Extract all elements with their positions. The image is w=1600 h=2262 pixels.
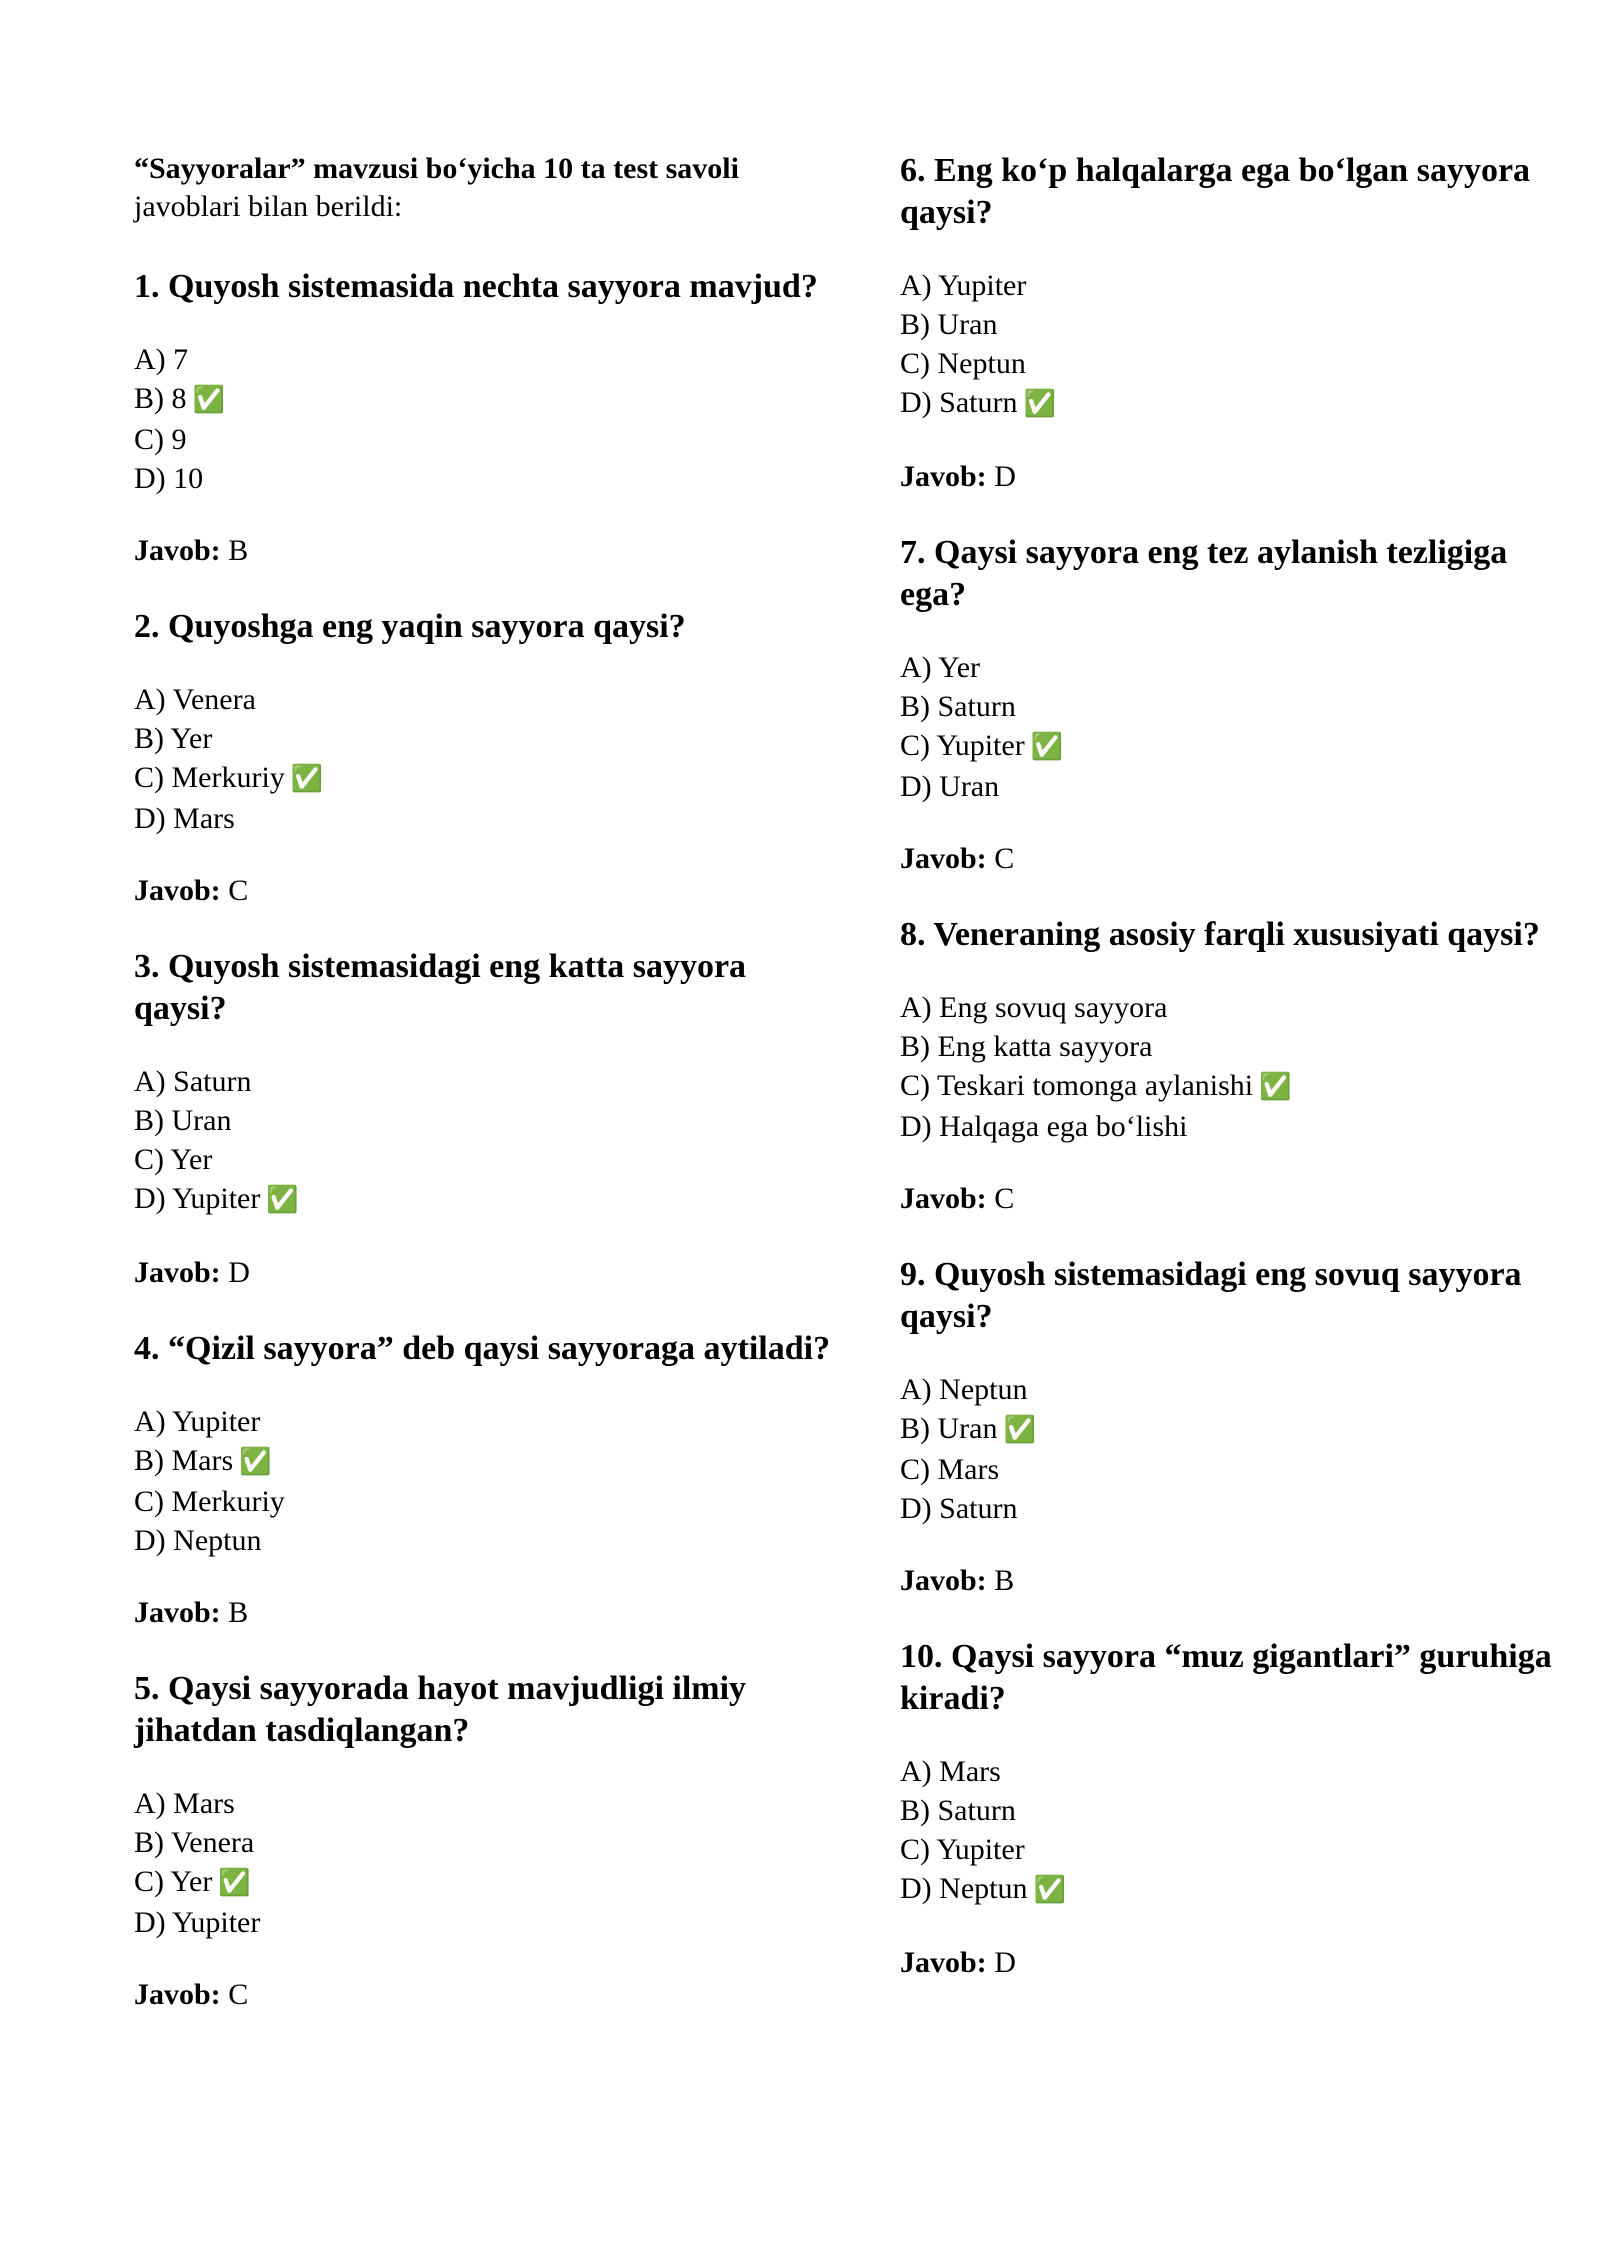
option-text: D) 10 [134,462,204,495]
question-title: 3. Quyosh sistemasidagi eng katta sayyora qaysi? [134,948,747,1027]
answer-line [900,1944,1570,1982]
answer-line [134,1976,834,2014]
question-block-9 [900,1254,1570,1600]
option-text: A) Eng sovuq sayyora [900,991,1168,1024]
question-title: 1. Quyosh sistemasida nechta sayyora mavjud? [134,268,818,305]
option-item [134,379,834,420]
question-title: 9. Quyosh sistemasidagi eng sovuq sayyora qaysi? [900,1256,1522,1335]
option-item [134,1062,834,1101]
question-block-4 [134,1328,834,1632]
option-item [900,1830,1570,1869]
option-item [900,988,1570,1027]
option-text: B) Eng katta sayyora [900,1030,1153,1063]
option-item [134,799,834,838]
check-mark-icon: ✅ [218,1868,251,1898]
option-text: B) Uran [900,308,998,341]
answer-line [900,1562,1570,1600]
answer-value: C [994,1182,1015,1215]
answer-value: D [994,1946,1016,1979]
answer-value: B [994,1564,1015,1597]
answer-label: Javob: [900,1564,987,1597]
answer-line [900,1180,1570,1218]
option-item [134,719,834,758]
question-title: 4. “Qizil sayyora” deb qaysi sayyoraga aytiladi? [134,1330,831,1367]
answer-value: B [228,1596,249,1629]
answer-value: B [228,534,249,567]
option-text: B) Venera [134,1826,255,1859]
option-item [900,767,1570,806]
intro-text [134,150,834,226]
option-text: B) Yer [134,722,213,755]
options-list [900,988,1570,1146]
question-title: 10. Qaysi sayyora “muz gigantlari” guruhiga kiradi? [900,1638,1552,1717]
answer-value: C [228,1978,249,2011]
answer-value: C [228,874,249,907]
option-text: C) Yer [134,1865,213,1898]
option-item [134,1784,834,1823]
options-list [900,266,1570,424]
options-list [134,1062,834,1220]
question-block-3 [134,946,834,1292]
question-block-8 [900,914,1570,1218]
option-item [134,1101,834,1140]
option-item [134,1441,834,1482]
question-title: 6. Eng ko‘p halqalarga ega bo‘lgan sayyora qaysi? [900,152,1531,231]
option-text: D) Saturn [900,1492,1018,1525]
answer-label: Javob: [900,1182,987,1215]
option-item [134,1482,834,1521]
option-item [134,1862,834,1903]
question-block-1 [134,266,834,570]
option-item [134,1140,834,1179]
check-mark-icon: ✅ [192,385,225,415]
option-text: B) Saturn [900,1794,1016,1827]
option-item [900,648,1570,687]
answer-line [134,532,834,570]
option-item [900,305,1570,344]
option-item [900,266,1570,305]
option-text: A) Yupiter [900,269,1027,302]
option-text: D) Yupiter [134,1182,261,1215]
option-item [900,726,1570,767]
check-mark-icon: ✅ [1003,1415,1036,1445]
option-item [900,1066,1570,1107]
question-title: 8. Veneraning asosiy farqli xususiyati qaysi? [900,916,1540,953]
options-list [900,1752,1570,1910]
option-text: A) 7 [134,343,189,376]
check-mark-icon: ✅ [290,764,324,794]
option-text: B) 8 [134,382,187,415]
option-item [900,1107,1570,1146]
questions-right [900,150,1570,1982]
options-list [900,1370,1570,1528]
option-text: B) Uran [900,1412,998,1445]
option-text: D) Mars [134,802,235,835]
option-text: B) Saturn [900,690,1016,723]
questions-left [134,266,834,2014]
answer-label: Javob: [134,874,221,907]
answer-line [900,458,1570,496]
question-block-7 [900,532,1570,878]
option-text: A) Mars [134,1787,235,1820]
option-item [134,1179,834,1220]
option-item [134,1823,834,1862]
option-item [900,344,1570,383]
option-text: C) Yer [134,1143,213,1176]
option-text: D) Yupiter [134,1906,261,1939]
option-text: D) Neptun [134,1524,262,1557]
right-column [900,150,1570,2018]
answer-line [134,872,834,910]
option-text: C) 9 [134,423,187,456]
options-list [134,340,834,498]
question-title: 5. Qaysi sayyorada hayot mavjudligi ilmiy jihatdan tasdiqlangan? [134,1670,747,1749]
question-title: 7. Qaysi sayyora eng tez aylanish tezligiga ega? [900,534,1508,613]
answer-label: Javob: [134,1256,221,1289]
option-text: A) Mars [900,1755,1001,1788]
option-item [900,1409,1570,1450]
answer-label: Javob: [134,1978,221,2011]
answer-line [134,1254,834,1292]
check-mark-icon: ✅ [1030,732,1064,762]
answer-label: Javob: [900,842,987,875]
question-title: 2. Quyoshga eng yaqin sayyora qaysi? [134,608,686,645]
option-item [134,680,834,719]
option-text: C) Neptun [900,347,1026,380]
option-item [900,1489,1570,1528]
option-item [134,420,834,459]
option-item [900,1370,1570,1409]
answer-line [900,840,1570,878]
options-list [134,680,834,838]
question-block-6 [900,150,1570,496]
option-item [900,687,1570,726]
answer-label: Javob: [134,1596,221,1629]
option-text: C) Merkuriy [134,1485,285,1518]
check-mark-icon: ✅ [266,1185,299,1215]
option-text: D) Halqaga ega bo‘lishi [900,1110,1188,1143]
option-item [900,1450,1570,1489]
option-item [134,340,834,379]
options-list [900,648,1570,806]
answer-label: Javob: [900,460,987,493]
option-text: D) Saturn [900,386,1018,419]
option-item [134,758,834,799]
option-text: A) Yer [900,651,981,684]
answer-label: Javob: [900,1946,987,1979]
option-item [900,383,1570,424]
option-text: B) Uran [134,1104,232,1137]
answer-line [134,1594,834,1632]
option-text: A) Yupiter [134,1405,261,1438]
check-mark-icon: ✅ [1023,389,1056,419]
check-mark-icon: ✅ [1033,1875,1066,1905]
option-text: C) Teskari tomonga aylanishi [900,1069,1254,1102]
answer-value: D [994,460,1016,493]
option-item [900,1752,1570,1791]
option-item [900,1869,1570,1910]
answer-value: D [228,1256,250,1289]
question-block-10 [900,1636,1570,1982]
check-mark-icon: ✅ [239,1447,272,1477]
options-list [134,1402,834,1560]
option-text: D) Neptun [900,1872,1028,1905]
option-text: D) Uran [900,770,1000,803]
intro-normal: javoblari bilan berildi: [134,190,403,223]
question-block-2 [134,606,834,910]
option-text: C) Mars [900,1453,1000,1486]
option-item [134,459,834,498]
option-item [134,1402,834,1441]
option-item [900,1791,1570,1830]
option-text: C) Merkuriy [134,761,285,794]
question-block-5 [134,1668,834,2014]
option-item [134,1521,834,1560]
option-item [900,1027,1570,1066]
check-mark-icon: ✅ [1259,1072,1292,1102]
options-list [134,1784,834,1942]
option-text: A) Saturn [134,1065,252,1098]
answer-value: C [994,842,1015,875]
answer-label: Javob: [134,534,221,567]
option-item [134,1903,834,1942]
option-text: C) Yupiter [900,729,1025,762]
option-text: B) Mars [134,1444,234,1477]
intro-bold: “Sayyoralar” mavzusi bo‘yicha 10 ta test savoli [134,152,739,185]
option-text: A) Venera [134,683,256,716]
option-text: C) Yupiter [900,1833,1025,1866]
option-text: A) Neptun [900,1373,1028,1406]
left-column [134,150,834,2050]
